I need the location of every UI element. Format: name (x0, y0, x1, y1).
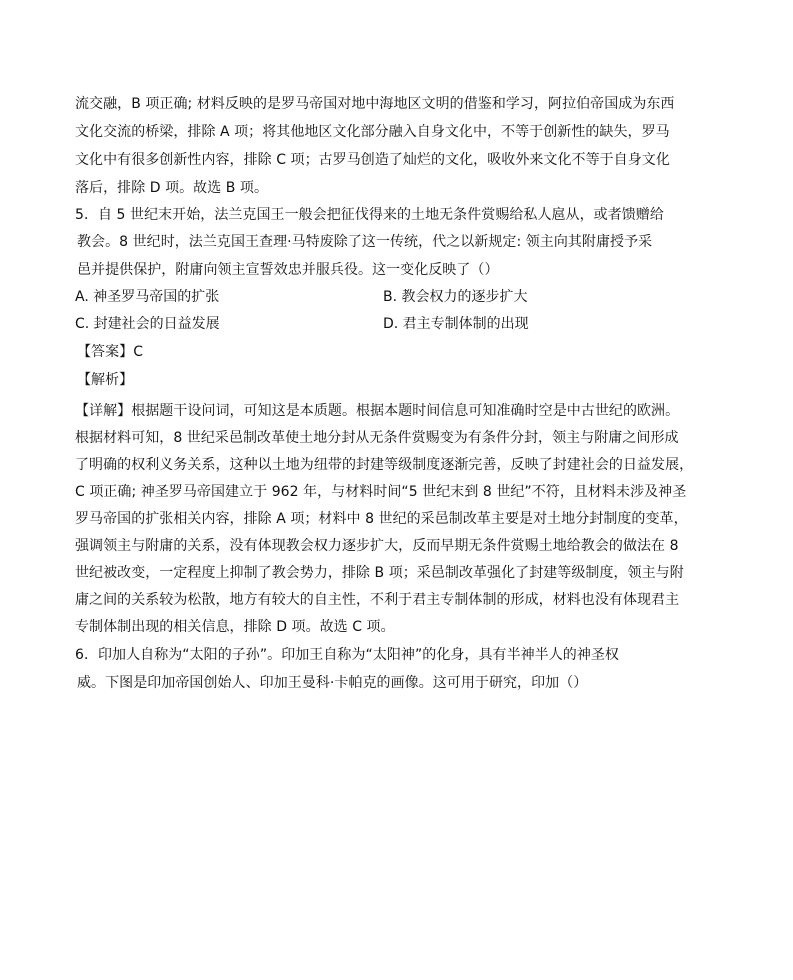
q5-detail-line: 【详解】根据题干设问词，可知这是本质题。根据本题时间信息可知准确时空是中古世纪的欧洲。 (75, 403, 680, 419)
q5-detail-line: 世纪被改变，一定程度上抑制了教会势力，排除 B 项；采邑制改革强化了封建等级制度，领主与附 (75, 565, 684, 581)
prev-explanation-line: 流交融，B 项正确; 材料反映的是罗马帝国对地中海地区文明的借鉴和学习，阿拉伯帝国成为东西 (75, 96, 675, 112)
q5-detail-line: 庸之间的关系较为松散，地方有较大的自主性，不利于君主专制体制的形成，材料也没有体现君主 (75, 592, 680, 608)
prev-explanation-line: 文化中有很多创新性内容，排除 C 项；古罗马创造了灿烂的文化，吸收外来文化不等于自身文化 (75, 152, 670, 168)
q5-stem-line: 教会。8 世纪时，法兰克国王查理·马特废除了这一传统，代之以新规定: 领主向其附庸授予采 (77, 234, 653, 250)
q5-detail-line: 了明确的权利义务关系，这种以土地为纽带的封建等级制度逐渐完善，反映了封建社会的日益发展， (75, 457, 694, 473)
q5-analysis-label: 【解析】 (77, 372, 134, 388)
q5-option-c: C. 封建社会的日益发展 (75, 316, 220, 332)
q5-option-d: D. 君主专制体制的出现 (383, 316, 529, 332)
q5-option-a: A. 神圣罗马帝国的扩张 (75, 289, 220, 305)
q5-detail-line: 专制体制出现的相关信息，排除 D 项。故选 C 项。 (75, 619, 395, 635)
q5-detail-line: 根据材料可知，8 世纪采邑制改革使土地分封从无条件赏赐变为有条件分封，领主与附庸之间形成 (75, 430, 679, 446)
q5-option-b: B. 教会权力的逐步扩大 (383, 289, 528, 305)
prev-explanation-line: 落后，排除 D 项。故选 B 项。 (75, 180, 269, 196)
q5-stem-line: 邑并提供保护，附庸向领主宣誓效忠并服兵役。这一变化反映了（） (77, 262, 499, 278)
prev-explanation-line: 文化交流的桥梁，排除 A 项；将其他地区文化部分融入自身文化中，不等于创新性的缺失，罗马 (75, 124, 670, 140)
q5-detail-line: 罗马帝国的扩张相关内容，排除 A 项；材料中 8 世纪的采邑制改革主要是对土地分封制度的变革， (75, 511, 688, 527)
q5-detail-line: 强调领主与附庸的关系，没有体现教会权力逐步扩大，反而早期无条件赏赐土地给教会的做法在 8 (75, 538, 679, 554)
q6-stem-line: 6．印加人自称为“太阳的子孙”。印加王自称为“太阳神”的化身，具有半神半人的神圣权 (75, 647, 619, 663)
q6-stem-line: 威。下图是印加帝国创始人、印加王曼科·卡帕克的画像。这可用于研究，印加（） (77, 675, 588, 691)
q5-answer: 【答案】C (77, 344, 144, 360)
q5-detail-line: C 项正确; 神圣罗马帝国建立于 962 年，与材料时间“5 世纪末到 8 世纪”不符，且材料未涉及神圣 (75, 484, 687, 500)
q5-stem-line: 5．自 5 世纪末开始，法兰克国王一般会把征伐得来的土地无条件赏赐给私人扈从，或者馈赠给 (75, 207, 664, 223)
